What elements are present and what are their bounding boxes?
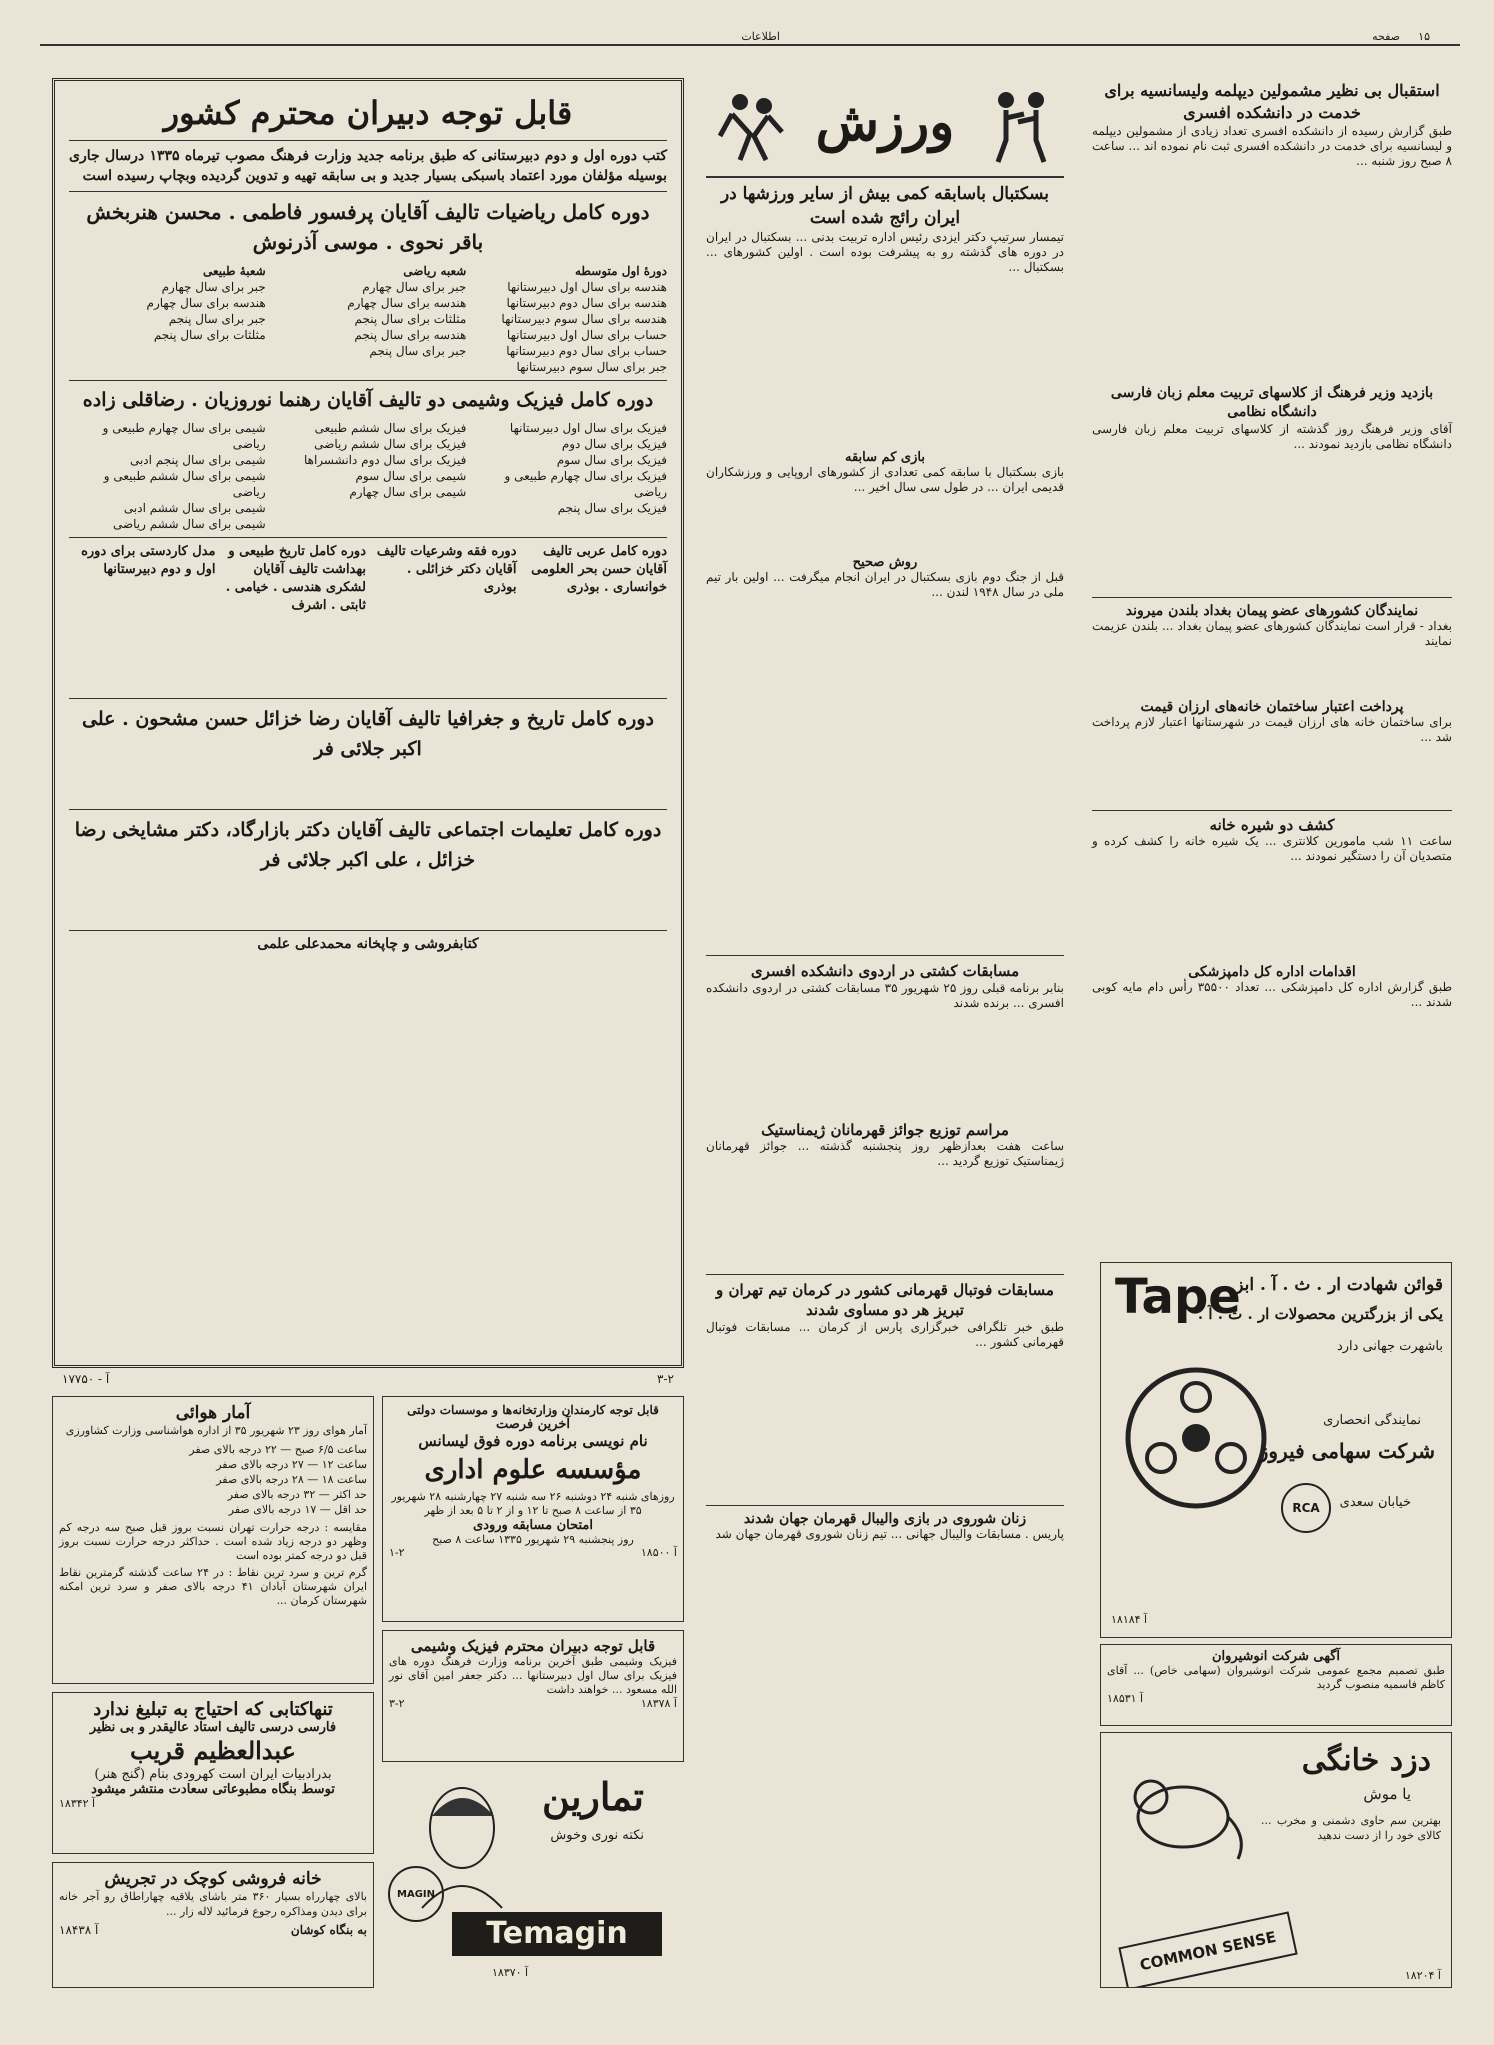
list-item: فیزیک برای سال دوم	[561, 437, 667, 451]
tape-brand: Tape	[1115, 1269, 1241, 1325]
book-ad-code: آ ۱۸۳۴۲	[59, 1797, 96, 1810]
temagin-brand: Temagin	[486, 1916, 628, 1951]
row-label: ساعت ۱۸	[321, 1473, 367, 1486]
math-col	[470, 263, 667, 375]
list-item: جبر برای سال سوم دبیرستانها	[516, 360, 667, 374]
news-h1: استقبال بی نظیر مشمولین دیپلمه ولیسانسیه برای خدمت در دانشکده افسری	[1104, 81, 1440, 122]
temagin-headline: تمارین	[542, 1774, 644, 1819]
company-notice-code: آ ۱۸۵۳۱	[1107, 1692, 1144, 1705]
sports-body5: ساعت هفت بعدازظهر روز پنجشنبه گذشته ... جوائز قهرمانان ژیمناستیک توزیع گردید ...	[706, 1139, 1064, 1168]
physics-title: دوره کامل فیزیک وشیمی دو تالیف آقایان رهنما نوروزیان . رضاقلی زاده	[82, 389, 654, 411]
math-title: دوره کامل ریاضیات تالیف آقایان پرفسور فاطمی . محسن هنربخش باقر نحوی . موسی آذرنوش	[86, 200, 650, 254]
list-item: هندسه برای سال اول دبیرستانها	[507, 280, 667, 294]
common-sense-body: بهترین سم حاوی دشمنی و مخرب ... کالای خود را از دست ندهید	[1261, 1814, 1441, 1842]
news-b1: طبق گزارش رسیده از دانشکده افسری تعداد زیادی از مشمولین دیپلمه و لیسانسیه برای خدمت در دانشکده افسری ثبت نام نموده اند ... ساعت ۸ صبح روز شنبه ...	[1092, 124, 1452, 168]
sports-body4: بنابر برنامه قبلی روز ۲۵ شهریور ۳۵ مسابقات کشتی در اردوی دانشکده افسری ... برنده شدند	[706, 981, 1065, 1010]
weather-table	[59, 1442, 367, 1517]
admin-ad-code: آ ۱۸۵۰۰	[640, 1546, 677, 1559]
row-value: ۲۷ درجه بالای صفر	[216, 1458, 304, 1471]
news-b4: برای ساختمان خانه های ارزان قیمت در شهرستانها اعتبار لازم پرداخت شد ...	[1092, 715, 1452, 744]
news-b2: آقای وزیر فرهنگ روز گذشته از کلاسهای تربیت معلم زبان فارسی دانشگاه نظامی بازدید نمودند ...	[1092, 422, 1452, 451]
weather-intro: آمار هوای روز ۲۳ شهریور ۳۵ از اداره هواشناسی وزارت کشاورزی	[65, 1424, 367, 1437]
list-item: فیزیک برای سال پنجم	[557, 501, 667, 515]
tape-reel-icon	[1121, 1363, 1271, 1513]
book-ad-line4: توسط بنگاه مطبوعاتی سعادت منتشر میشود	[91, 1782, 335, 1797]
house-ad-body: بالای چهارراه بسیار ۳۶۰ متر باشای یلاقیه چهاراطاق رو آجر خانه برای دیدن ومذاکره رجوع فرمائید لاله زار ...	[59, 1890, 367, 1918]
physics-columns	[69, 420, 667, 532]
news-h6: اقدامات اداره کل دامپزشکی	[1188, 964, 1356, 980]
sports-masthead	[706, 80, 1064, 178]
math-columns	[69, 263, 667, 375]
ad-code-right: ۳-۲	[657, 1372, 674, 1386]
tape-line3: باشهرت جهانی دارد	[1336, 1339, 1443, 1354]
list-item: فیزیک برای سال سوم	[556, 453, 667, 467]
sports-body7: پاریس . مسابقات والیبال جهانی ... تیم زنان شوروی قهرمان جهان شد	[715, 1527, 1064, 1541]
rca-logo	[1281, 1483, 1331, 1533]
admin-ad-code: ۱-۲	[389, 1546, 405, 1559]
house-ad	[52, 1862, 374, 1988]
list-item: حساب برای سال دوم دبیرستانها	[506, 344, 667, 358]
tape-street: خیابان سعدی	[1339, 1495, 1411, 1510]
row-label: ساعت ۶/۵ صبح	[294, 1443, 367, 1456]
sports-h2: مسابقات کشتی در اردوی دانشکده افسری	[750, 962, 1020, 980]
list-item: مثلثات برای سال پنجم	[153, 328, 266, 342]
list-item: هندسه برای سال دوم دبیرستانها	[506, 296, 667, 310]
list-item: شیمی برای سال چهارم طبیعی و ریاضی	[102, 421, 266, 451]
tape-agent: شرکت سهامی فیروز	[1258, 1439, 1435, 1463]
list-item: شیمی برای سال سوم	[355, 469, 467, 483]
weather-note: مقایسه : درجه حرارت تهران نسبت بروز قبل صبح سه درجه کم وظهر دو درجه زیاد شده است . حداکثر درجه حرارت نسبت بروز قبل دو درجه کمتر بوده است	[59, 1521, 367, 1562]
weather-extra: گرم ترین و سرد ترین نقاط : در ۲۴ ساعت گذشته گرمترین نقاط ایران شهرستان آبادان ۴۱ درجه بالای صفر و سرد ترین امکنه شهرستان کرمان ...	[59, 1566, 367, 1607]
admin-ad	[382, 1396, 684, 1622]
sports-body2: بازی بسکتبال با سابقه کمی تعدادی از کشورهای اروپایی و ورزشکاران قدیمی ایران ... در طول سی سال اخیر ...	[706, 465, 1064, 494]
temagin-brand-box	[452, 1912, 662, 1956]
sports-sub2: روش صحیح	[852, 555, 918, 570]
common-sense-sub: یا موش	[1363, 1785, 1411, 1803]
physics-notice-code: ۳-۲	[389, 1697, 405, 1710]
book-ad-name: عبدالعظیم قریب	[130, 1736, 296, 1765]
boxers-icon	[980, 84, 1060, 164]
book-crafts: مدل کاردستی برای دوره اول و دوم دبیرستانها	[81, 544, 216, 577]
list-item: شیمی برای سال ششم طبیعی و ریاضی	[103, 469, 266, 499]
sports-h3: مراسم توزیع جوائز قهرمانان ژیمناستیک	[761, 1121, 1009, 1139]
list-item: فیزیک برای سال اول دبیرستانها	[509, 421, 667, 435]
sports-sub1: بازی کم سابقه	[845, 450, 925, 465]
page-label: صفحه	[1372, 30, 1400, 43]
ad-teachers	[52, 78, 684, 1368]
row-value: ۳۲ درجه بالای صفر	[227, 1488, 316, 1501]
physics-col	[270, 420, 467, 532]
list-item: جبر برای سال پنجم	[369, 344, 467, 358]
table-row: ساعت ۶/۵ صبح — ۲۲ درجه بالای صفر	[189, 1443, 367, 1456]
news-h5: کشف دو شیره خانه	[1209, 816, 1335, 834]
tape-line1: قوائن شهادت ار . ث . آ . ابز	[1235, 1275, 1443, 1295]
tape-line2: یکی از بزرگترین محصولات ار . ث . آ .	[1197, 1305, 1443, 1323]
physics-notice-title: قابل توجه دبیران محترم فیزیک وشیمی	[410, 1637, 656, 1655]
common-sense-headline: دزد خانگی	[1301, 1743, 1431, 1778]
row-label: حد اکثر	[333, 1488, 367, 1501]
list-item: شیمی برای سال ششم ریاضی	[112, 517, 266, 531]
temagin-ad	[382, 1770, 684, 1988]
list-item: فیزیک برای سال چهارم طبیعی و ریاضی	[504, 469, 667, 499]
list-item: فیزیک برای سال دوم دانشسراها	[303, 453, 467, 467]
company-notice-body: طبق تصمیم مجمع عمومی شرکت انوشیروان (سهامی خاص) ... آقای کاظم فاسمیه منصوب گردید	[1107, 1664, 1445, 1691]
company-notice	[1100, 1644, 1452, 1726]
page-number: ۱۵	[1418, 30, 1430, 43]
house-ad-agency: به بنگاه کوشان	[290, 1923, 367, 1937]
rca-text: RCA	[1292, 1501, 1320, 1515]
temagin-subtitle: نکته نوری وخوش	[550, 1828, 644, 1843]
ad-teachers-footer: کتابفروشی و چاپخانه محمدعلی علمی	[257, 936, 479, 952]
table-row: حد اکثر — ۳۲ درجه بالای صفر	[227, 1488, 367, 1501]
weather-title: آمار هوائی	[175, 1403, 251, 1423]
math-col-title: شعبهٔ طبیعی	[203, 264, 266, 278]
list-item: هندسه برای سال چهارم	[146, 296, 266, 310]
news-h4: پرداخت اعتبار ساختمان خانه‌های ارزان قیمت	[1140, 699, 1404, 715]
book-arabic: دوره کامل عربی تالیف آقایان حسن بحر العلومی خوانساری . بوذری	[531, 544, 667, 595]
list-item: فیزیک برای سال ششم طبیعی	[314, 421, 467, 435]
list-item: جبر برای سال چهارم	[362, 280, 467, 294]
book-ad-line3: بدرادبیات ایران است کهرودی بنام (گنج هنر)	[94, 1767, 332, 1782]
wrestlers-icon	[710, 84, 790, 164]
table-row: حد اقل — ۱۷ درجه بالای صفر	[228, 1503, 367, 1516]
ad-teachers-intro: کتب دوره اول و دوم دبیرستانی که طبق برنامه جدید وزارت فرهنگ مصوب تیرماه ۱۳۳۵ درسال جاری بوسیله مؤلفان مورد اعتماد باسبکی بسیار جدید و بی سابقه تهیه و تدوین گردیده وبچاپ رسیده است	[69, 148, 667, 184]
list-item: جبر برای سال پنجم	[168, 312, 266, 326]
book-natural-history: دوره کامل تاریخ طبیعی و بهداشت تالیف آقایان لشکری هندسی . خیامی . ثابتی . اشرف	[225, 544, 366, 613]
list-item: شیمی برای سال پنجم ادبی	[129, 453, 266, 467]
sports-title: ورزش	[815, 92, 955, 153]
temagin-badge-text: MAGIN	[397, 1888, 435, 1900]
row-label: حد اقل	[334, 1503, 367, 1516]
company-notice-title: آگهی شرکت انوشیروان	[1211, 1649, 1341, 1664]
list-item: هندسه برای سال سوم دبیرستانها	[501, 312, 667, 326]
ad-code-left: آ - ۱۷۷۵۰	[62, 1372, 110, 1386]
news-b5: ساعت ۱۱ شب مامورین کلانتری ... یک شیره خانه را کشف کرده و متصدیان آن را دستگیر نمودند ...	[1092, 834, 1453, 863]
row-value: ۲۸ درجه بالای صفر	[216, 1473, 304, 1486]
news-h3: نمایندگان کشورهای عضو پیمان بغداد بلندن میروند	[1125, 603, 1419, 619]
weather-box	[52, 1396, 374, 1684]
table-row: ساعت ۱۸ — ۲۸ درجه بالای صفر	[216, 1473, 367, 1486]
common-sense-brand: COMMON SENSE	[1138, 1927, 1278, 1975]
admin-ad-hours: روزهای شنبه ۲۴ دوشنبه ۲۶ سه شنبه ۲۷ چهارشنبه ۲۸ شهریور ۳۵ از ساعت ۸ صبح تا ۱۲ و از ۲ تا ۵ بعد از ظهر	[391, 1490, 675, 1517]
row-value: ۲۲ درجه بالای صفر	[189, 1443, 277, 1456]
physics-notice-code: آ ۱۸۳۷۸	[640, 1697, 677, 1710]
physics-notice	[382, 1630, 684, 1762]
admin-ad-header: قابل توجه کارمندان وزارتخانه‌ها و موسسات دولتی	[407, 1403, 659, 1417]
admin-ad-title: نام نویسی برنامه دوره فوق لیسانس	[418, 1432, 648, 1450]
list-item: هندسه برای سال چهارم	[347, 296, 467, 310]
book-fiqh: دوره فقه وشرعیات تالیف آقایان دکتر خزائلی . بوذری	[376, 544, 517, 595]
list-item: هندسه برای سال پنجم	[354, 328, 467, 342]
list-item: حساب برای سال اول دبیرستانها	[506, 328, 667, 342]
sports-headline: بسکتبال باسابقه کمی بیش از سایر ورزشها در ایران رائج شده است	[720, 184, 1050, 228]
header-center: اطلاعات	[741, 30, 780, 43]
rat-illustration	[1113, 1747, 1253, 1867]
admin-ad-institute: مؤسسه علوم اداری	[424, 1455, 642, 1485]
sports-h4: مسابقات فوتبال قهرمانی کشور در کرمان تیم تهران و تبریز هر دو مساوی شدند	[716, 1281, 1054, 1319]
sports-body1: تیمسار سرتیپ دکتر ایزدی رئیس اداره تربیت بدنی ... بسکتبال در ایران در دوره های گذشته رو به پیشرفت بوده است . اولین کشورهای ... بسکتبال ...	[706, 230, 1064, 274]
common-sense-code: آ ۱۸۲۰۴	[1404, 1969, 1441, 1982]
physics-col	[470, 420, 667, 532]
math-col-title: شعبه ریاضی	[403, 264, 467, 278]
sports-section	[700, 80, 1070, 1990]
tape-agent-title: نمایندگی انحصاری	[1323, 1413, 1421, 1428]
house-ad-title: خانه فروشی کوچک در تجریش	[104, 1869, 322, 1889]
temagin-code: آ ۱۸۳۷۰	[492, 1966, 529, 1979]
sports-body3: قبل از جنگ دوم بازی بسکتبال در ایران انجام میگرفت ... اولین بار تیم ملی در سال ۱۹۴۸ لندن ...	[706, 570, 1064, 599]
table-row: ساعت ۱۲ — ۲۷ درجه بالای صفر	[216, 1458, 367, 1471]
list-item: شیمی برای سال چهارم	[349, 485, 467, 499]
sports-h5: زنان شوروی در بازی والیبال قهرمان جهان شدند	[743, 1511, 1027, 1527]
math-col	[270, 263, 467, 375]
news-section	[1086, 80, 1458, 1260]
physics-col	[69, 420, 266, 532]
common-sense-ad	[1100, 1732, 1452, 1988]
header-rule	[40, 44, 1460, 46]
book-ad-line2: فارسی درسی تالیف استاد عالیقدر و بی نظیر	[89, 1720, 337, 1735]
math-col-title: دورهٔ اول متوسطه	[574, 264, 667, 278]
four-books	[69, 543, 667, 693]
physics-notice-body: فیزیک وشیمی طبق آخرین برنامه وزارت فرهنگ دوره های فیزیک برای سال اول دبیرستانها ... دکتر جعفر امین آقای نور الله مسعود ... خواهند داشت	[389, 1655, 677, 1696]
list-item: جبر برای سال چهارم	[161, 280, 266, 294]
tape-ad	[1100, 1262, 1452, 1638]
history-title: دوره کامل تاریخ و جغرافیا تالیف آقایان رضا خزائل حسن مشحون . علی اکبر جلائی فر	[82, 708, 654, 760]
list-item: فیزیک برای سال ششم ریاضی	[314, 437, 467, 451]
row-label: ساعت ۱۲	[321, 1458, 367, 1471]
sports-body6: طبق خبر تلگرافی خبرگزاری پارس از کرمان ... مسابقات فوتبال قهرمانی کشور ...	[706, 1320, 1064, 1349]
house-ad-code: آ ۱۸۴۳۸	[59, 1923, 99, 1937]
temagin-badge	[388, 1866, 444, 1922]
admin-ad-exam: امتحان مسابقه ورودی	[473, 1518, 593, 1533]
ad-teachers-title: قابل توجه دبیران محترم کشور	[163, 94, 573, 132]
row-value: ۱۷ درجه بالای صفر	[228, 1503, 317, 1516]
social-title: دوره کامل تعلیمات اجتماعی تالیف آقایان دکتر بازارگاد، دکتر مشایخی رضا خزائل ، علی اکبر جلائی فر	[74, 819, 662, 871]
news-h2: بازدید وزیر فرهنگ از کلاسهای تربیت معلم زبان فارسی دانشگاه نظامی	[1110, 385, 1434, 420]
book-ad	[52, 1692, 374, 1854]
news-b6: طبق گزارش اداره کل دامپزشکی ... تعداد ۳۵۵۰۰ رأس دام مایه کوبی شدند ...	[1092, 980, 1453, 1009]
list-item: مثلثات برای سال پنجم	[354, 312, 467, 326]
math-col	[69, 263, 266, 375]
admin-ad-exam-date: روز پنجشنبه ۲۹ شهریور ۱۳۳۵ ساعت ۸ صبح	[432, 1533, 634, 1546]
news-b3: بغداد - قرار است نمایندگان کشورهای عضو پیمان بغداد ... بلندن عزیمت نمایند	[1092, 619, 1452, 648]
tape-code: آ ۱۸۱۸۴	[1111, 1613, 1148, 1626]
book-ad-line1: تنهاکتابی که احتیاج به تبلیغ ندارد	[93, 1699, 333, 1720]
common-sense-box	[1118, 1911, 1297, 1988]
admin-ad-line: آخرین فرصت	[495, 1417, 571, 1432]
list-item: شیمی برای سال ششم ادبی	[123, 501, 266, 515]
